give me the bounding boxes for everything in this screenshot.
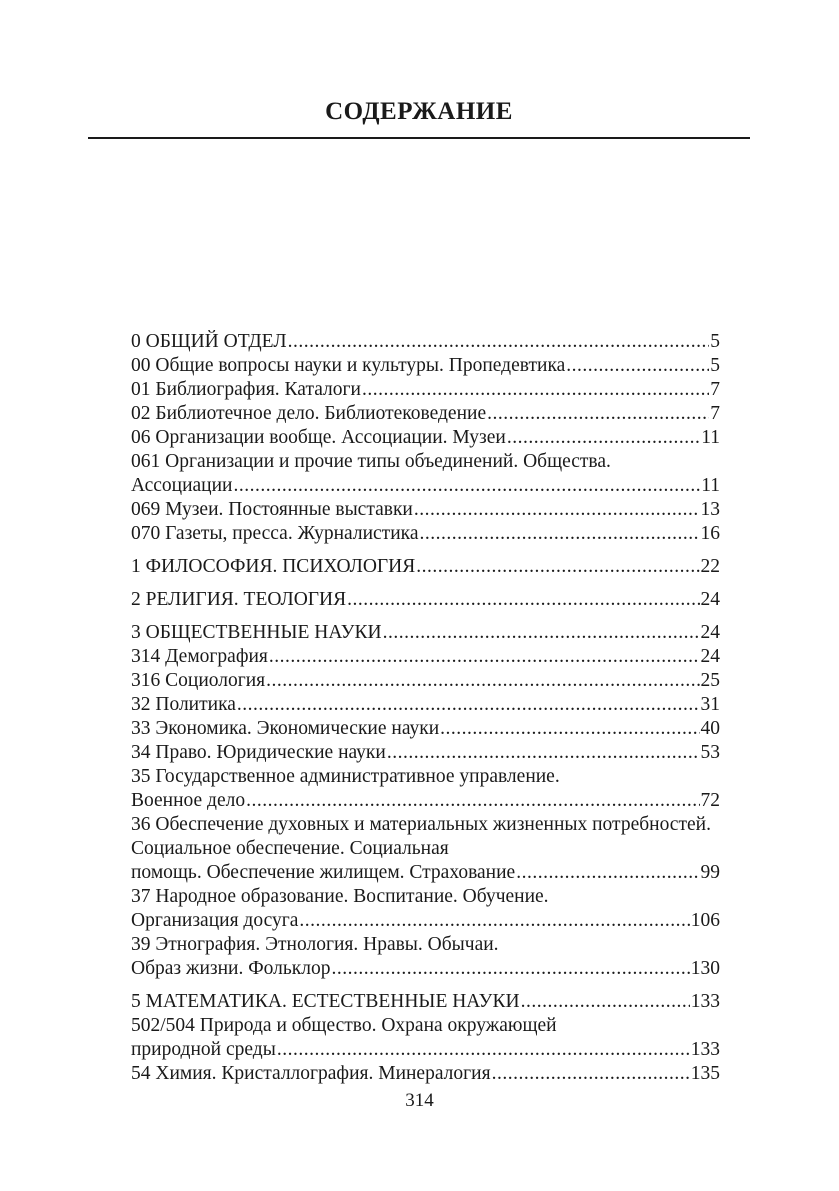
table-of-contents [131,330,720,1086]
toc-entry[interactable] [131,990,720,1014]
toc-entry[interactable] [131,933,720,981]
toc-entry-title: 32 Политика [131,694,236,715]
dot-leader [266,669,699,693]
toc-entry[interactable] [131,1014,720,1062]
toc-entry[interactable] [131,354,720,378]
toc-entry-title: 33 Экономика. Экономические науки [131,718,440,739]
toc-entry[interactable] [131,402,720,426]
toc-entry[interactable] [131,426,720,450]
page-title: СОДЕРЖАНИЕ [325,98,513,125]
dot-leader [331,957,689,981]
toc-entry[interactable] [131,555,720,579]
dot-leader [237,693,700,717]
toc-entry[interactable] [131,378,720,402]
dot-leader [387,741,700,765]
toc-entry-title: 5 МАТЕМАТИКА. ЕСТЕСТВЕННЫЕ НАУКИ [131,991,520,1012]
toc-entry-page: 72 [700,790,720,811]
toc-entry-page: 13 [700,499,720,520]
toc-entry[interactable] [131,669,720,693]
toc-entry-lead: 37 Народное образование. Воспитание. Обучение. [131,886,549,907]
toc-entry[interactable] [131,885,720,933]
toc-entry-page: 24 [700,589,720,610]
toc-entry-title: 34 Право. Юридические науки [131,742,386,763]
toc-entry-page: 133 [690,1039,720,1060]
toc-entry-page: 25 [700,670,720,691]
toc-entry-page: 7 [710,379,720,400]
dot-leader [246,789,699,813]
toc-entry-title: 02 Библиотечное дело. Библиотековедение [131,403,487,424]
toc-entry-lead: 39 Этнография. Этнология. Нравы. Обычаи. [131,934,499,955]
toc-entry-title: 1 ФИЛОСОФИЯ. ПСИХОЛОГИЯ [131,556,416,577]
toc-entry-page: 40 [700,718,720,739]
dot-leader [234,474,701,498]
toc-entry-title: природной среды [131,1039,276,1060]
toc-entry-title: Ассоциации [131,475,233,496]
toc-entry[interactable] [131,813,720,885]
toc-entry-lead: 36 Обеспечение духовных и материальных жизненных потребностей. Социальное обеспечение. Социальная [131,814,711,859]
toc-entry-page: 22 [700,556,720,577]
toc-entry-page: 106 [690,910,720,931]
toc-entry[interactable] [131,621,720,645]
dot-leader [362,378,709,402]
toc-entry-page: 16 [700,523,720,544]
toc-entry[interactable] [131,588,720,612]
toc-entry[interactable] [131,645,720,669]
dot-leader [269,645,700,669]
toc-entry-title: 070 Газеты, пресса. Журналистика [131,523,419,544]
dot-leader [414,498,700,522]
toc-entry-title: Военное дело [131,790,246,811]
page-number: 314 [405,1090,434,1111]
toc-entry-page: 53 [700,742,720,763]
toc-entry-page: 11 [701,475,720,496]
dot-leader [299,909,689,933]
toc-entry[interactable] [131,765,720,813]
title-divider [88,137,750,139]
toc-entry-page: 5 [710,355,720,376]
toc-entry-title: 2 РЕЛИГИЯ. ТЕОЛОГИЯ [131,589,347,610]
toc-entry[interactable] [131,741,720,765]
dot-leader [521,990,690,1014]
toc-entry-page: 11 [701,427,720,448]
dot-leader [487,402,709,426]
dot-leader [492,1062,690,1086]
toc-entry[interactable] [131,693,720,717]
dot-leader [566,354,709,378]
toc-entry[interactable] [131,498,720,522]
dot-leader [347,588,699,612]
dot-leader [516,861,699,885]
toc-entry[interactable] [131,330,720,354]
toc-entry-title: 0 ОБЩИЙ ОТДЕЛ [131,331,287,352]
dot-leader [277,1038,690,1062]
toc-entry-page: 135 [690,1063,720,1084]
toc-entry-page: 7 [710,403,720,424]
toc-entry-title: 00 Общие вопросы науки и культуры. Пропедевтика [131,355,566,376]
toc-entry-title: 06 Организации вообще. Ассоциации. Музеи [131,427,506,448]
toc-entry-page: 24 [700,646,720,667]
toc-entry-title: 54 Химия. Кристаллография. Минералогия [131,1063,491,1084]
dot-leader [383,621,700,645]
toc-entry-page: 130 [690,958,720,979]
toc-entry-title: 314 Демография [131,646,268,667]
toc-entry-page: 31 [700,694,720,715]
dot-leader [288,330,710,354]
toc-entry-page: 133 [690,991,720,1012]
dot-leader [440,717,699,741]
toc-entry[interactable] [131,717,720,741]
toc-entry-title: помощь. Обеспечение жилищем. Страхование [131,862,516,883]
toc-entry-title: 069 Музеи. Постоянные выставки [131,499,413,520]
toc-entry-lead: 35 Государственное административное управление. [131,766,560,787]
toc-entry-page: 24 [700,622,720,643]
toc-entry-title: Организация досуга [131,910,299,931]
toc-entry-title: 3 ОБЩЕСТВЕННЫЕ НАУКИ [131,622,382,643]
toc-entry[interactable] [131,450,720,498]
toc-entry-lead: 502/504 Природа и общество. Охрана окружающей [131,1015,557,1036]
toc-entry[interactable] [131,522,720,546]
toc-entry-page: 99 [700,862,720,883]
toc-entry[interactable] [131,1062,720,1086]
toc-entry-title: Образ жизни. Фольклор [131,958,331,979]
toc-entry-title: 316 Социология [131,670,266,691]
dot-leader [507,426,700,450]
toc-entry-lead: 061 Организации и прочие типы объединений. Общества. [131,451,611,472]
toc-entry-title: 01 Библиография. Каталоги [131,379,361,400]
dot-leader [419,522,699,546]
toc-entry-page: 5 [710,331,720,352]
dot-leader [416,555,699,579]
